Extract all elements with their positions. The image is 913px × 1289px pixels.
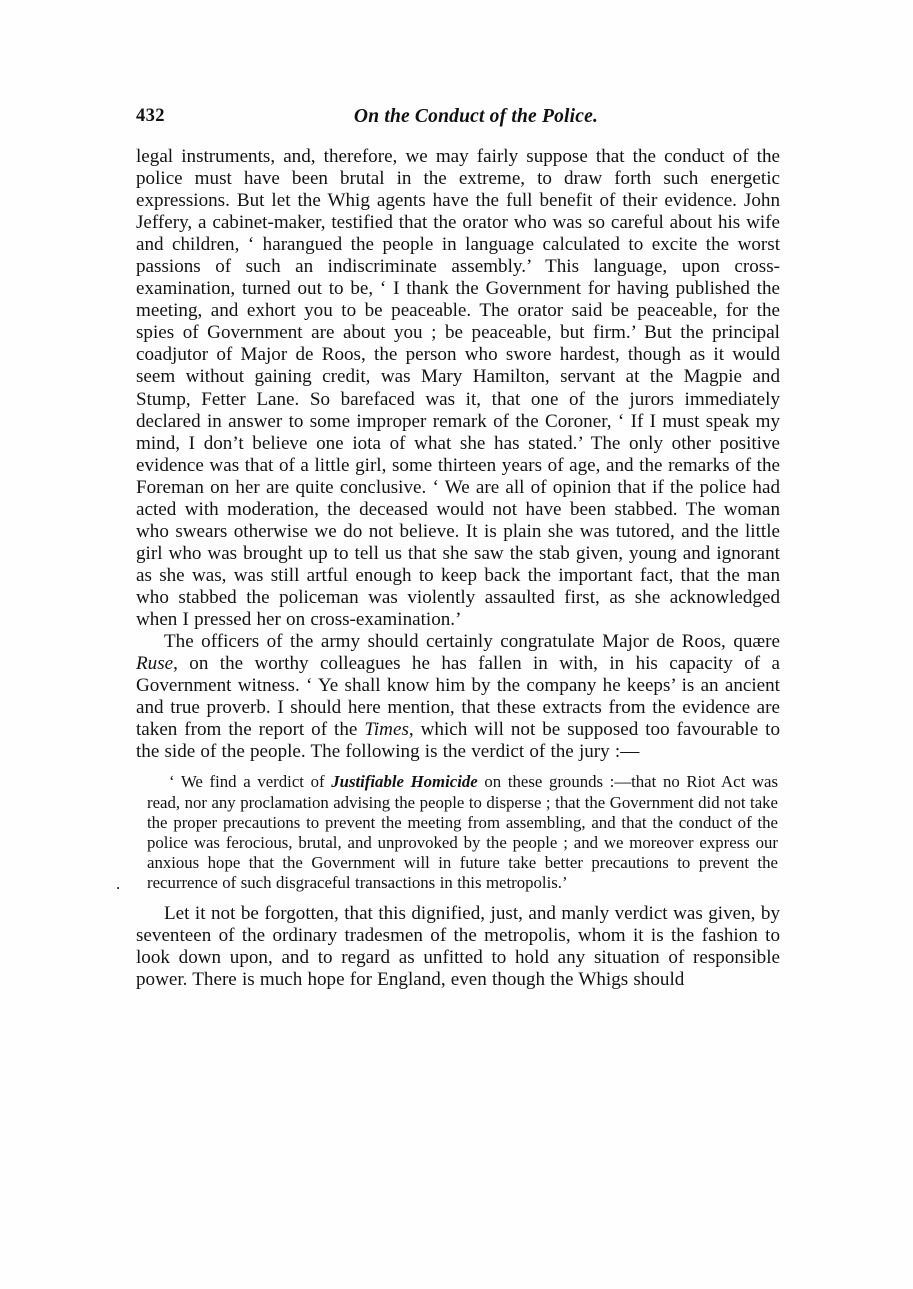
- paragraph-officers: [136, 631, 780, 763]
- verdict-quotation-block: [116, 772, 780, 894]
- italic-ruse: Ruse: [136, 653, 174, 675]
- running-head-title: On the Conduct of the Police.: [353, 106, 599, 127]
- marginal-artifact-mark: .: [116, 874, 121, 894]
- paragraph-closing-text: Let it not be forgotten, that this dignified, just, and manly verdict was given, by seventeen of the ordinary tradesmen of the metropolis, whom it is the fashion to look down upon, and to regard as unfitted to hold any situation of responsible power. There is much hope for England, even though the Whigs should: [136, 902, 780, 990]
- page-number: 432: [136, 106, 165, 126]
- text-column: [116, 146, 780, 991]
- verdict-quotation: [147, 772, 778, 893]
- italic-justifiable-homicide: Justifiable Homicide: [331, 772, 478, 792]
- paragraph-evidence: [136, 146, 780, 631]
- verdict-text-a: ‘ We find a verdict of: [169, 772, 332, 792]
- paragraph-evidence-text: legal instruments, and, therefore, we may fairly suppose that the conduct of the police must have been brutal in the extreme, to draw forth such energetic expressions. But let the Whig agents have the full benefit of their evidence. John Jeffery, a cabinet-maker, testified that the orator who was so careful about his wife and children, ‘ harangued the people in language calculated to excite the worst passions of such an indiscriminate assembly.’ This language, upon cross-examination, turned out to be, ‘ I thank the Government for having published the meeting, and exhort you to be peaceable. The orator said be peaceable, for the spies of Government are about you ; be peaceable, but firm.’ But the principal coadjutor of Major de Roos, the person who swore hardest, though as it would seem without gaining credit, was Mary Hamilton, servant at the Magpie and Stump, Fetter Lane. So barefaced was it, that one of the jurors immediately declared in answer to some improper remark of the Coroner, ‘ If I must speak my mind, I don’t believe one iota of what she has stated.’ The only other positive evidence was that of a little girl, some thirteen years of age, and the remarks of the Foreman on her are quite conclusive. ‘ We are all of opinion that if the police had acted with moderation, the deceased would not have been stabbed. The woman who swears otherwise we do not believe. It is plain she was tutored, and the little girl who was brought up to tell us that she saw the stab given, young and ignorant as she was, was still artful enough to keep back the important fact, that the man who stabbed the policeman was violently assaulted first, as she acknowledged when I pressed her on cross-examination.’: [136, 146, 780, 630]
- paragraph-closing: [136, 903, 780, 991]
- paragraph-officers-text-b: , on the worthy colleagues he has fallen in with, in his capacity of a Government witness. ‘ Ye shall know him by the company he keeps’ is an ancient and true proverb. I should here mention, that these extracts from the evidence are taken from the report of the: [136, 653, 780, 741]
- page-header: [136, 106, 780, 132]
- verdict-text-b: on these grounds :—that no Riot Act was read, nor any proclamation advising the people to disperse ; that the Government did not take the proper precautions to prevent the meeting from assembling, and that the conduct of the police was ferocious, brutal, and unprovoked by the people ; and we moreover express our anxious hope that the Government will in future take better precautions to prevent the recurrence of such disgraceful transactions in this metropolis.’: [147, 772, 779, 893]
- italic-times: Times: [364, 719, 409, 741]
- paragraph-officers-text-a: The officers of the army should certainly congratulate Major de Roos, quære: [164, 631, 780, 653]
- paragraph-officers-text-c: , which will not be supposed too favourable to the side of the people. The following is the verdict of the jury :—: [136, 719, 780, 763]
